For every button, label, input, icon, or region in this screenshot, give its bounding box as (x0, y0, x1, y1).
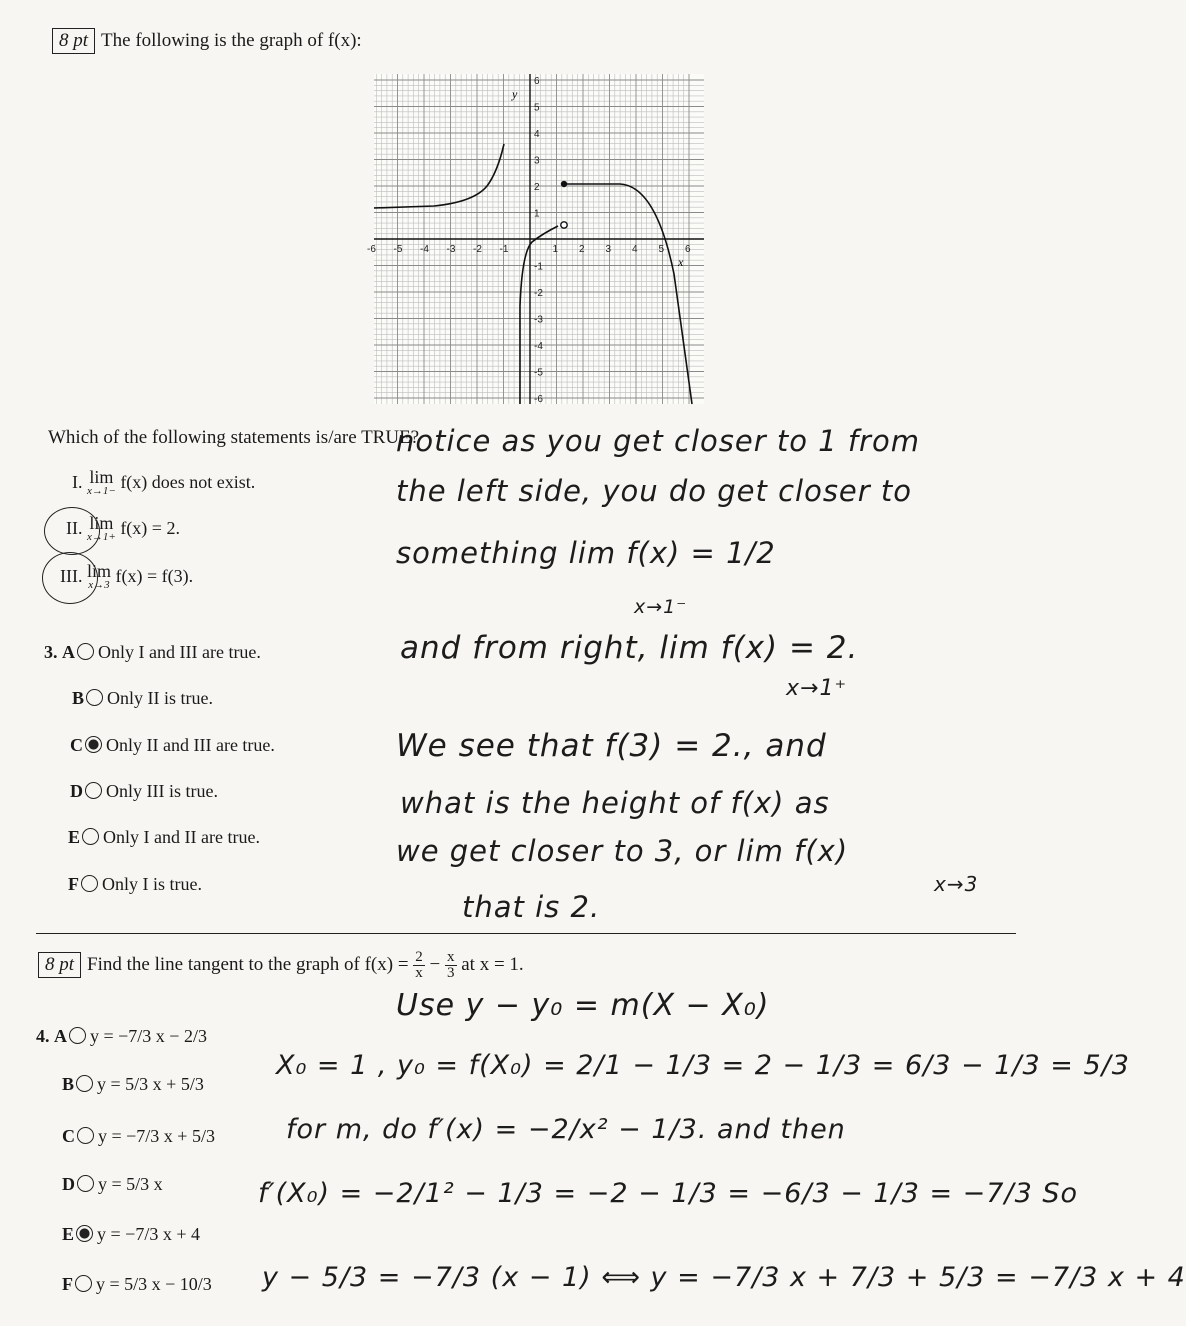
statement-1-limit: lim x→1− (87, 467, 116, 497)
y-tick-label: -6 (534, 394, 543, 405)
y-tick-label: 1 (534, 208, 540, 220)
q2-question: Which of the following statements is/are TRUE? (48, 427, 420, 448)
statement-1-expr: f(x) does not exist. (120, 472, 256, 492)
radio-filled-icon[interactable] (85, 736, 102, 753)
radio-icon[interactable] (82, 828, 99, 845)
q4-option-f[interactable]: F y = 5/3 x − 10/3 (62, 1274, 212, 1294)
y-axis-label: y (512, 87, 518, 101)
statement-1 (72, 468, 255, 497)
handwriting-line: notice as you get closer to 1 from (396, 424, 920, 458)
y-tick-label: 5 (534, 102, 540, 114)
radio-icon[interactable] (85, 782, 102, 799)
statement-1-num: I. (72, 472, 83, 492)
q4-prompt-pre: Find the line tangent to the graph of f(x) = (87, 953, 409, 975)
q4-header: 8 pt Find the line tangent to the graph of f(x) = $\frac{2}{x}$ − $\frac{x}{3}$ at x = 1. (38, 950, 524, 981)
q3-option-c[interactable]: C Only II and III are true. (70, 735, 275, 755)
open-point (561, 222, 567, 228)
radio-icon[interactable] (81, 875, 98, 892)
x-tick-label: -6 (367, 244, 376, 255)
handwriting-line: that is 2. (462, 890, 601, 924)
statement-2-num: II. (66, 518, 83, 538)
x-tick-label: 5 (658, 244, 665, 255)
handwriting-line: We see that f(3) = 2., and (396, 728, 827, 764)
x-tick-label: 3 (605, 244, 612, 255)
handwriting-line: we get closer to 3, or lim f(x) (396, 834, 849, 868)
radio-icon[interactable] (86, 689, 103, 706)
y-tick-label: -1 (534, 261, 543, 273)
x-tick-label: -4 (420, 244, 429, 255)
handwriting-line: y − 5/3 = −7/3 (x − 1) ⟺ y = −7/3 x + 7/3 + 5/3 = −7/3 x + 4 (262, 1262, 1186, 1293)
q4-option-d[interactable]: D y = 5/3 x (62, 1174, 163, 1194)
q3-option-f[interactable]: F Only I is true. (68, 874, 202, 894)
y-tick-label: 6 (534, 76, 540, 87)
q4-option-b[interactable]: B y = 5/3 x + 5/3 (62, 1074, 204, 1094)
x-tick-label: 4 (632, 244, 638, 255)
handwriting-line: something lim f(x) = 1/2 (396, 536, 776, 570)
handwriting-line: X₀ = 1 , y₀ = f(X₀) = 2/1 − 1/3 = 2 − 1/3 = 6/3 − 1/3 = 5/3 (276, 1050, 1130, 1081)
handwriting-line: and from right, lim f(x) = 2. (400, 630, 859, 666)
radio-icon[interactable] (77, 643, 94, 660)
q4-option-e[interactable]: E y = −7/3 x + 4 (62, 1224, 200, 1244)
x-tick-label: -1 (499, 244, 509, 255)
x-tick-label: -2 (473, 244, 482, 255)
handwriting-line: f′(X₀) = −2/1² − 1/3 = −2 − 1/3 = −6/3 − 1/3 = −7/3 So (258, 1178, 1078, 1209)
y-tick-label: 4 (534, 129, 540, 140)
handwriting-subscript: x→1⁺ (786, 676, 848, 701)
handwriting-subscript: x→3 (934, 872, 979, 896)
q3-option-b[interactable]: B Only II is true. (72, 688, 213, 708)
statement-2-expr: f(x) = 2. (120, 518, 180, 538)
function-graph (367, 74, 704, 405)
handwriting-line: what is the height of f(x) as (400, 786, 830, 820)
x-tick-label: 1 (552, 244, 559, 255)
fraction-x-over-3: $\frac{x}{3}$ (447, 949, 455, 981)
q3-number: 3. (44, 642, 58, 662)
radio-filled-icon[interactable] (76, 1225, 93, 1242)
q3-option-e[interactable]: E Only I and II are true. (68, 827, 260, 847)
statement-3-num: III. (60, 566, 83, 586)
statement-2-limit: lim x→1+ (87, 513, 116, 543)
y-tick-label: -2 (534, 288, 543, 299)
q2-prompt: The following is the graph of f(x): (101, 30, 362, 51)
x-tick-label: -5 (393, 244, 403, 255)
radio-icon[interactable] (77, 1127, 94, 1144)
radio-icon[interactable] (77, 1175, 94, 1192)
handwriting-line: the left side, you do get closer to (396, 474, 913, 508)
q4-option-c[interactable]: C y = −7/3 x + 5/3 (62, 1126, 215, 1146)
y-tick-label: -3 (534, 314, 543, 326)
statement-3-limit: lim x→3 (86, 561, 111, 591)
statement-3-expr: f(x) = f(3). (115, 566, 194, 586)
q2-header (52, 28, 362, 54)
statement-2-circle-mark (44, 507, 100, 555)
x-axis-label: x (678, 255, 684, 269)
handwriting-subscript: x→1⁻ (634, 596, 688, 618)
radio-icon[interactable] (75, 1275, 92, 1292)
q4-option-a[interactable]: 4. A y = −7/3 x − 2/3 (36, 1026, 207, 1046)
y-tick-label: -5 (534, 367, 543, 379)
q3-option-a[interactable]: 3. A Only I and III are true. (44, 642, 261, 662)
handwriting-line: Use y − y₀ = m(X − X₀) (396, 988, 770, 1023)
q4-points-box: 8 pt (38, 952, 81, 978)
q3-option-d[interactable]: D Only III is true. (70, 781, 218, 801)
radio-icon[interactable] (76, 1075, 93, 1092)
handwriting-line: for m, do f′(x) = −2/x² − 1/3. and then (286, 1114, 846, 1145)
radio-icon[interactable] (69, 1027, 86, 1044)
statement-3-circle-mark (42, 552, 98, 604)
q4-prompt-post: at x = 1. (461, 953, 524, 975)
y-tick-label: 3 (534, 155, 540, 167)
q4-number: 4. (36, 1026, 50, 1046)
y-tick-label: -4 (534, 341, 543, 352)
fraction-2-over-x: $\frac{2}{x}$ (415, 949, 423, 981)
x-tick-label: 2 (579, 244, 585, 255)
section-divider (36, 933, 1016, 934)
y-tick-label: 2 (534, 182, 540, 193)
q2-points-box: 8 pt (52, 28, 95, 54)
closed-point (561, 181, 567, 187)
x-tick-label: -3 (446, 244, 456, 255)
x-tick-label: 6 (685, 244, 691, 255)
